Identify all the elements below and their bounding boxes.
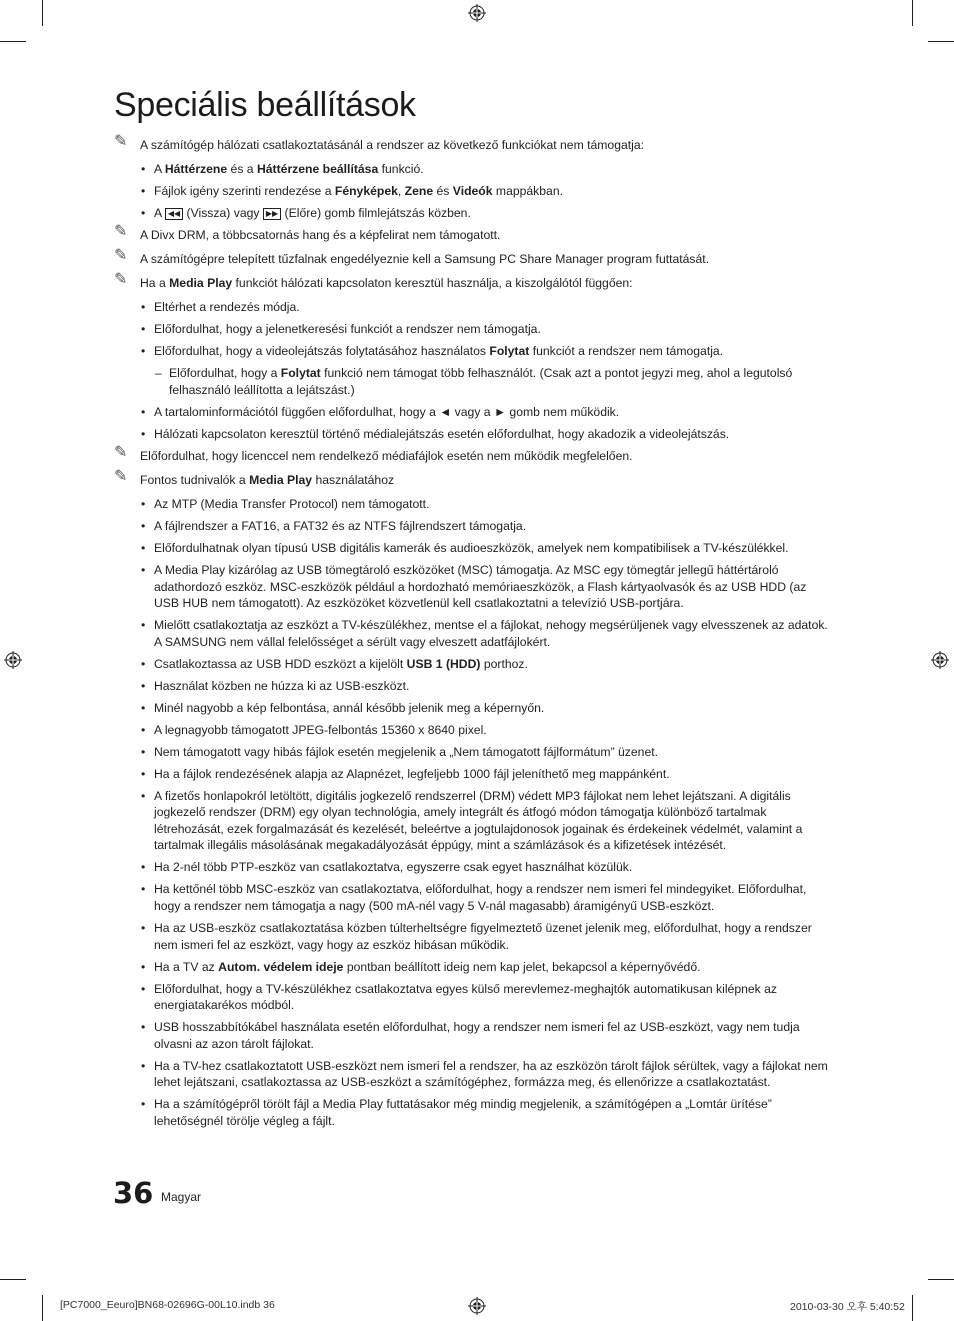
list-item: • Használat közben ne húzza ki az USB-eszközt.	[141, 678, 410, 693]
content	[114, 133, 834, 1135]
page-language: Magyar	[161, 1190, 202, 1204]
list-item: • Ha a számítógépről törölt fájl a Media Play futtatásakor még mindig megjelenik, a számítógépen a „Lomtár ürítése” lehetőségnél törölje végleg a fájlt.	[141, 1097, 772, 1128]
list-item: • Csatlakoztassa az USB HDD eszközt a kijelölt USB 1 (HDD) porthoz.	[141, 656, 528, 671]
list-item: • Előfordulhat, hogy a jelenetkeresési funkciót a rendszer nem támogatja.	[141, 322, 541, 337]
page-title: Speciális beállítások	[114, 86, 416, 124]
bullet-icon: •	[141, 981, 146, 996]
note: ✎ A számítógépre telepített tűzfalnak engedélyeznie kell a Samsung PC Share Manager program futtatását.	[114, 247, 710, 267]
list-item: • A fájlrendszer a FAT16, a FAT32 és az NTFS fájlrendszert támogatja.	[141, 519, 527, 533]
crop-mark	[912, 1295, 913, 1321]
list-item: • Előfordulhat, hogy a TV-készülékhez csatlakoztatva egyes külső merevlemez-meghajtók automatikusan kilépnek az energiatakarékos módból.	[141, 981, 778, 1013]
bullet-icon: •	[141, 184, 146, 199]
bullet-icon: •	[141, 426, 146, 441]
list-item: • Ha a TV az Autom. védelem ideje pontban beállított ideig nem kap jelet, bekapcsol a képernyővédő.	[141, 959, 701, 974]
note: ✎ Előfordulhat, hogy licenccel nem rendelkező médiafájlok esetén nem működik megfelelően.	[114, 443, 633, 463]
bullet-icon: •	[141, 678, 146, 693]
bullet-icon: •	[141, 700, 146, 715]
crop-mark	[42, 0, 43, 26]
crop-mark	[912, 0, 913, 26]
bullet-icon: •	[141, 1020, 146, 1035]
bullet-icon: •	[141, 1097, 146, 1112]
bullet-icon: •	[141, 497, 146, 512]
dash-icon: –	[155, 366, 162, 381]
crop-mark	[42, 1295, 43, 1321]
bullet-icon: •	[141, 920, 146, 935]
crop-mark	[0, 1279, 26, 1280]
page-number: 36	[113, 1176, 154, 1210]
fast-forward-key-icon: ▶▶	[263, 208, 281, 220]
registration-mark-icon	[468, 1297, 486, 1315]
pencil-note-icon: ✎	[114, 271, 128, 289]
list-item: • Fájlok igény szerinti rendezése a Fényképek, Zene és Videók mappákban.	[141, 184, 563, 199]
bullet-icon: •	[141, 562, 146, 577]
bullet-icon: •	[141, 162, 146, 177]
bullet-icon: •	[141, 860, 146, 875]
bullet-icon: •	[141, 404, 146, 419]
bullet-icon: •	[141, 788, 146, 803]
list-item: • A tartalominformációtól függően előfordulhat, hogy a ◄ vagy a ► gomb nem működik.	[141, 404, 620, 419]
list-item: • A Media Play kizárólag az USB tömegtároló eszközöket (MSC) támogatja. Az MSC egy tömegtár jellegű háttértároló adathordozó eszköz. MSC-eszközök például a hordozható memóriaeszközök, a Flash kártyaolvasók és az USB HDD (az USB HUB nem támogatott). Az eszközöket közvetlenül kell csatlakoztatni a televízió USB-portjára.	[141, 562, 807, 611]
bullet-icon: •	[141, 722, 146, 737]
list-item: • Hálózati kapcsolaton keresztül történő médialejátszás esetén előfordulhat, hogy akadozik a videolejátszás.	[141, 426, 730, 441]
rewind-key-icon: ◀◀	[165, 208, 183, 220]
bullet-icon: •	[141, 744, 146, 759]
footer-file: [PC7000_Eeuro]BN68-02696G-00L10.indb 36	[60, 1299, 275, 1311]
note: ✎ Ha a Media Play funkciót hálózati kapcsolaton keresztül használja, a kiszolgálótól függően:	[114, 271, 633, 291]
bullet-icon: •	[141, 766, 146, 781]
bullet-icon: •	[141, 882, 146, 897]
list-item: • A legnagyobb támogatott JPEG-felbontás 15360 x 8640 pixel.	[141, 722, 487, 737]
registration-mark-icon	[931, 651, 949, 669]
list-item: • Ha 2-nél több PTP-eszköz van csatlakoztatva, egyszerre csak egyet használhat közülük.	[141, 860, 633, 875]
list-item: • Előfordulhatnak olyan típusú USB digitális kamerák és audioeszközök, amelyek nem kompatibilisek a TV-készülékkel.	[141, 540, 789, 555]
bullet-icon: •	[141, 656, 146, 671]
list-item: • A ◀◀ (Vissza) vagy ▶▶ (Előre) gomb filmlejátszás közben.	[141, 206, 471, 221]
crop-mark	[928, 41, 954, 42]
list-item: • Ha a TV-hez csatlakoztatott USB-eszközt nem ismeri fel a rendszer, ha az eszközön tárolt fájlok sérültek, vagy a fájlokat nem lehet lejátszani, csatlakoztassa az USB-eszközt a számítógéphez, formázza meg, és ellenőrizze a csatlakoztatást.	[141, 1058, 828, 1090]
bullet-icon: •	[141, 206, 146, 221]
bullet-icon: •	[141, 959, 146, 974]
list-item: • Mielőtt csatlakoztatja az eszközt a TV-készülékhez, mentse el a fájlokat, nehogy megsérüljenek vagy elvesszenek az adatok. A SAMSUNG nem vállal felelősséget a sérült vagy elveszett adatfájlokért.	[141, 618, 828, 649]
list-item: • Előfordulhat, hogy a videolejátszás folytatásához használatos Folytat funkciót a rendszer nem támogatja.	[141, 344, 724, 359]
list-item: • A fizetős honlapokról letöltött, digitális jogkezelő rendszerrel (DRM) védett MP3 fájlokat nem lehet lejátszani. A digitális jogkezelő rendszer (DRM) egy olyan technológia, amely integrált és átfogó módon támogatja különböző tartalmak létrehozását, ezek forgalmazását és kezelését, beleértve a jogtulajdonosok jogainak és érdekeinek védelmét, valamint a tartalmak illegális másolásának megakadályozását éppúgy, mint a számlázások és a kifizetések intézését.	[141, 788, 803, 853]
note: ✎ A Divx DRM, a többcsatornás hang és a képfelirat nem támogatott.	[114, 223, 501, 243]
footer-timestamp: 2010-03-30 오후 5:40:52	[790, 1301, 905, 1313]
list-item: • Minél nagyobb a kép felbontása, annál később jelenik meg a képernyőn.	[141, 700, 545, 715]
bullet-icon: •	[141, 1058, 146, 1073]
bullet-icon: •	[141, 300, 146, 315]
pencil-note-icon: ✎	[114, 443, 128, 461]
list-item: • USB hosszabbítókábel használata esetén előfordulhat, hogy a rendszer nem ismeri fel az USB-eszközt, vagy nem tudja olvasni az azon tárolt fájlokat.	[141, 1020, 800, 1051]
pencil-note-icon: ✎	[114, 223, 128, 241]
crop-mark	[928, 1279, 954, 1280]
pencil-note-icon: ✎	[114, 247, 128, 265]
list-item: • A Háttérzene és a Háttérzene beállítása funkció.	[141, 162, 424, 177]
list-item: • Nem támogatott vagy hibás fájlok esetén megjelenik a „Nem támogatott fájlformátum” üzenet.	[141, 744, 658, 759]
sub-list-item: – Előfordulhat, hogy a Folytat funkció nem támogat több felhasználót. (Csak azt a pontot jegyzi meg, ahol a legutolsó felhasználó leállította a lejátszást.)	[155, 366, 793, 397]
bullet-icon: •	[141, 540, 146, 555]
bullet-icon: •	[141, 322, 146, 337]
registration-mark-icon	[468, 4, 486, 22]
bullet-icon: •	[141, 344, 146, 359]
list-item: • Ha kettőnél több MSC-eszköz van csatlakoztatva, előfordulhat, hogy a rendszer nem ismeri fel mindegyiket. Előfordulhat, hogy a rendszer nem támogatja a nagy (500 mA-nél vagy 5 V-nál magasabb) áramigényű USB-eszközt.	[141, 882, 807, 913]
pencil-note-icon: ✎	[114, 467, 128, 485]
pencil-note-icon: ✎	[114, 133, 128, 150]
bullet-icon: •	[141, 519, 146, 533]
bullet-icon: •	[141, 618, 146, 633]
note: ✎ Fontos tudnivalók a Media Play használatához	[114, 467, 395, 487]
list-item: • Eltérhet a rendezés módja.	[141, 300, 300, 315]
list-item: • Az MTP (Media Transfer Protocol) nem támogatott.	[141, 497, 430, 512]
registration-mark-icon	[4, 651, 22, 669]
list-item: • Ha a fájlok rendezésének alapja az Alapnézet, legfeljebb 1000 fájl jeleníthető meg mappánként.	[141, 766, 670, 781]
list-item: • Ha az USB-eszköz csatlakoztatása közben túlterheltségre figyelmeztető üzenet jelenik meg, előfordulhat, hogy a rendszer nem ismeri fel az eszközt, vagy hogy az eszköz hibásan működik.	[141, 920, 812, 952]
crop-mark	[0, 41, 26, 42]
note: ✎ A számítógép hálózati csatlakoztatásánál a rendszer az következő funkciókat nem támogatja:	[114, 133, 645, 152]
